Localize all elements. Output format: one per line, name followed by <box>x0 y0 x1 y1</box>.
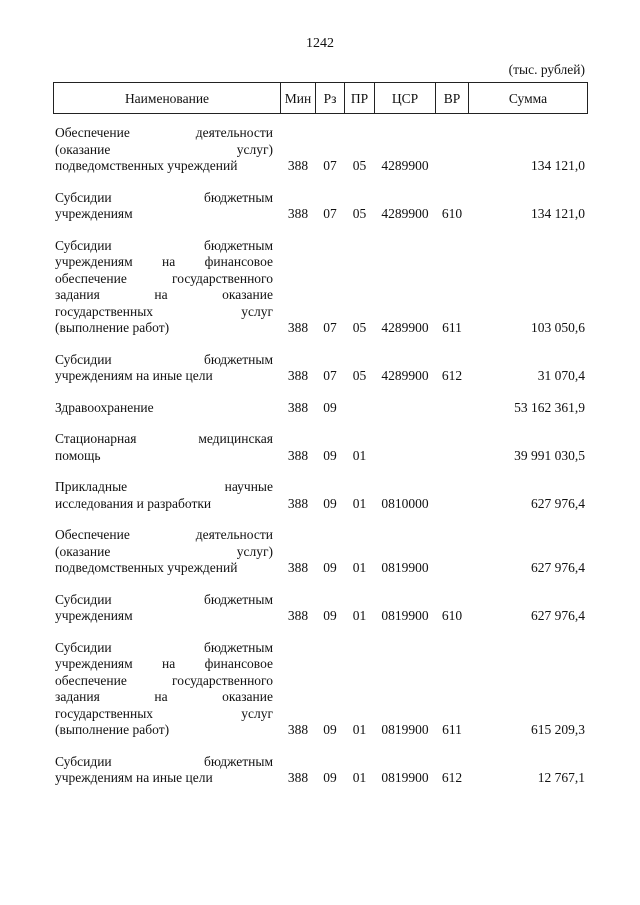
row-name-line: Обеспечение деятельности <box>55 527 273 542</box>
row-name-line: учреждениям на иные цели <box>55 770 213 785</box>
row-name-line: обеспечение государственного <box>55 672 273 688</box>
row-sum: 615 209,3 <box>531 722 585 737</box>
header-rz: Рз <box>315 82 345 114</box>
row-name-line: исследования и разработки <box>55 495 212 511</box>
header-min: Мин <box>280 82 316 114</box>
table-row <box>53 190 588 223</box>
row-rz: 07 <box>323 158 337 173</box>
row-name-line: (оказание услуг) <box>55 543 273 559</box>
row-csr: 0819900 <box>381 560 429 575</box>
row-rz: 07 <box>323 320 337 335</box>
row-sum: 12 767,1 <box>537 770 585 785</box>
row-name-line: обеспечение государственного <box>55 270 273 286</box>
header-csr: ЦСР <box>374 82 436 114</box>
row-rz: 09 <box>323 722 337 737</box>
row-name <box>55 125 273 175</box>
row-name-line: (выполнение работ) <box>55 722 170 737</box>
row-sum: 627 976,4 <box>531 495 585 511</box>
table-row <box>53 238 588 337</box>
row-name-line: Субсидии бюджетным <box>55 189 273 205</box>
row-name-line: учреждениям <box>55 206 133 221</box>
row-sum: 103 050,6 <box>531 320 585 335</box>
row-name-line: подведомственных учреждений <box>55 560 238 575</box>
row-name <box>55 190 273 223</box>
row-name-line: государственных услуг <box>55 303 273 319</box>
row-sum: 627 976,4 <box>531 608 585 623</box>
table-row <box>53 400 588 417</box>
row-csr: 4289900 <box>381 368 429 383</box>
row-sum: 39 991 030,5 <box>514 447 585 463</box>
row-vr: 611 <box>442 320 462 335</box>
row-name <box>55 592 273 625</box>
row-sum: 53 162 361,9 <box>514 399 585 415</box>
table-row <box>53 754 588 787</box>
row-min: 388 <box>287 770 309 785</box>
row-sum: 627 976,4 <box>531 560 585 575</box>
row-name-line: Субсидии бюджетным <box>55 351 273 367</box>
table-row <box>53 592 588 625</box>
row-rz: 09 <box>323 770 337 785</box>
row-pr: 01 <box>352 722 367 737</box>
row-pr: 01 <box>352 447 367 463</box>
row-rz: 09 <box>323 560 337 575</box>
row-sum: 134 121,0 <box>531 206 585 221</box>
row-csr: 0819900 <box>381 722 429 737</box>
row-sum: 134 121,0 <box>531 158 585 173</box>
row-name <box>55 640 273 739</box>
row-pr: 01 <box>352 495 367 511</box>
row-pr: 05 <box>352 320 367 335</box>
row-rz: 09 <box>323 608 337 623</box>
row-rz: 09 <box>323 447 337 463</box>
table-header <box>53 82 588 116</box>
header-vr: ВР <box>435 82 469 114</box>
table-row <box>53 431 588 464</box>
row-name-line: учреждениям на финансовое <box>55 254 273 269</box>
row-name-line: Здравоохранение <box>55 399 154 415</box>
row-name-line: учреждениям на иные цели <box>55 368 213 383</box>
row-name-line: задания на оказание <box>55 287 273 302</box>
row-name-line: помощь <box>55 447 101 463</box>
row-name-line: (оказание услуг) <box>55 141 273 157</box>
row-name <box>55 352 273 385</box>
row-name-line: Стационарная медицинская <box>55 431 273 446</box>
row-csr: 0819900 <box>381 608 429 623</box>
row-name <box>55 431 273 464</box>
row-name-line: государственных услуг <box>55 705 273 721</box>
table-row <box>53 527 588 577</box>
row-min: 388 <box>287 320 309 335</box>
row-name <box>55 400 273 417</box>
row-rz: 07 <box>323 206 337 221</box>
table-row <box>53 125 588 175</box>
row-vr: 612 <box>441 770 463 785</box>
row-rz: 09 <box>323 495 337 511</box>
table-row <box>53 352 588 385</box>
row-min: 388 <box>287 399 309 415</box>
row-name <box>55 479 273 512</box>
row-pr: 05 <box>352 368 367 383</box>
row-rz: 09 <box>323 399 337 415</box>
row-name <box>55 754 273 787</box>
header-name: Наименование <box>53 82 281 114</box>
units-label: (тыс. рублей) <box>508 62 585 77</box>
row-min: 388 <box>287 158 309 173</box>
row-pr: 05 <box>352 206 367 221</box>
row-name-line: Обеспечение деятельности <box>55 125 273 140</box>
row-min: 388 <box>287 608 309 623</box>
row-name-line: Прикладные научные <box>55 479 273 494</box>
row-csr: 4289900 <box>381 320 429 335</box>
row-name-line: Субсидии бюджетным <box>55 639 273 655</box>
row-pr: 05 <box>352 158 367 173</box>
row-vr: 611 <box>442 722 462 737</box>
row-min: 388 <box>287 495 309 511</box>
row-name <box>55 527 273 577</box>
row-name-line: Субсидии бюджетным <box>55 591 273 607</box>
row-min: 388 <box>287 447 309 463</box>
row-name-line: учреждениям на финансовое <box>55 656 273 671</box>
row-vr: 612 <box>441 368 463 383</box>
row-name-line: (выполнение работ) <box>55 320 170 335</box>
table-row <box>53 479 588 512</box>
row-pr: 01 <box>352 608 367 623</box>
header-pr: ПР <box>344 82 375 114</box>
row-name-line: задания на оказание <box>55 689 273 704</box>
row-name-line: Субсидии бюджетным <box>55 237 273 253</box>
row-csr: 0810000 <box>381 495 429 511</box>
row-vr: 610 <box>441 206 463 221</box>
row-sum: 31 070,4 <box>537 368 585 383</box>
row-min: 388 <box>287 722 309 737</box>
row-name-line: подведомственных учреждений <box>55 158 238 173</box>
table-row <box>53 640 588 739</box>
row-rz: 07 <box>323 368 337 383</box>
row-name <box>55 238 273 337</box>
row-name-line: учреждениям <box>55 608 133 623</box>
header-sum: Сумма <box>468 82 588 114</box>
row-min: 388 <box>287 206 309 221</box>
row-min: 388 <box>287 560 309 575</box>
row-vr: 610 <box>441 608 463 623</box>
page-number: 1242 <box>306 36 334 51</box>
row-csr: 0819900 <box>381 770 429 785</box>
row-name-line: Субсидии бюджетным <box>55 753 273 769</box>
row-pr: 01 <box>352 770 367 785</box>
row-csr: 4289900 <box>381 206 429 221</box>
row-min: 388 <box>287 368 309 383</box>
row-csr: 4289900 <box>381 158 429 173</box>
row-pr: 01 <box>352 560 367 575</box>
